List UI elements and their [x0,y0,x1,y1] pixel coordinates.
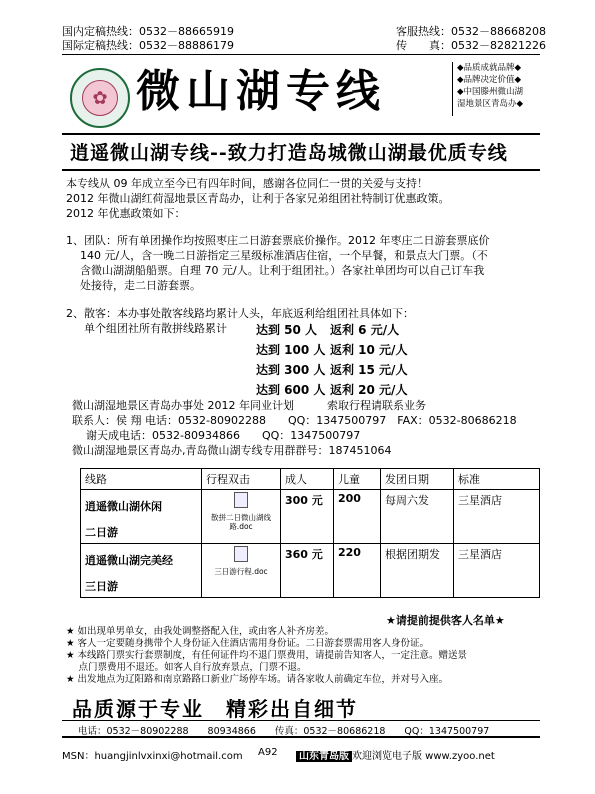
table-header-row: 线路 行程双击 成人 儿童 发团日期 标准 [81,469,540,490]
footer-contact: 电话：0532－80902288 80934866 传真：0532－80686218 QQ：1347500797 [78,726,490,737]
table-row: 逍遥微山湖完美经 三日游 三日游行程.doc 360 元 220 根据团期发 三星酒店 [81,544,540,598]
domestic-hotline: 国内定稿热线：0532－88665919 [62,25,234,38]
intro-text: 本专线从 09 年成立至今已有四年时间，感谢各位同仁一贯的关爱与支持！ 2012 年微山湖红荷湿地景区青岛办，让利于各家兄弟组团社特制订优惠政策。 2012 年优惠政策如下： [66,177,450,220]
contact-bar-divider [62,720,540,721]
route-table [80,468,540,598]
publisher-line: 山东青岛版 欢迎浏览电子版 www.zyoo.net [296,747,495,762]
page-number: A92 [258,747,278,758]
route-name: 逍遥微山湖完美经 三日游 [81,544,202,598]
brand-title: 微山湖专线 [136,66,386,117]
document-icon[interactable] [234,546,248,562]
fax-line: 传 真：0532－82821226 [396,39,546,52]
guest-list-reminder: ★请提前提供客人名单★ [386,614,505,627]
route-name: 逍遥微山湖休闲 二日游 [81,490,202,544]
international-hotline: 国际定稿热线：0532－88886179 [62,39,234,52]
header-divider [62,54,540,55]
document-icon[interactable] [234,492,248,508]
motto: 品质源于专业 精彩出自细节 [72,697,358,721]
brand-badges: ◆品质成就品牌◆ ◆品牌决定价值◆ ◆中国滕州微山湖 湿地景区青岛办◆ [452,62,545,116]
contact-info: 微山湖湿地景区青岛办事处 2012 年同业计划 索取行程请联系业务 联系人：侯 翔 电话：0532-80902288 QQ：1347500797 FAX：0532-80686218 谢天成电话：0532-80934866 QQ：1347500797 微山湖湿地景区青岛办,青岛微山湖专线专用群群号：187451064 [72,399,517,457]
policy-individual: 2、散客：本办事处散客线路均累计人头，年底返利给组团社具体如下： 单个组团社所有散拼线路累计 [66,307,414,335]
service-hotline: 客服热线：0532－88668208 [396,25,546,38]
itinerary-file[interactable]: 三日游行程.doc [202,544,281,598]
rebate-reach-100: 达到 100 人 [256,343,326,357]
itinerary-file[interactable]: 散拼二日微山湖线路.doc [202,490,281,544]
rebate-refund-100: 返利 10 元/人 [330,343,408,357]
rebate-reach-300: 达到 300 人 [256,363,326,377]
rebate-refund-50: 返利 6 元/人 [330,323,400,337]
msn-contact: MSN：huangjinlvxinxi@hotmail.com [62,751,243,762]
notes: ★ 如出现单男单女，由我处调整搭配入住，或由客人补齐房差。 ★ 客人一定要随身携带个人身份证入住酒店需用身份证。二日游套票需用客人身份证。 ★ 本线路门票实行套票制度，有任何证件均不退门票费用，请提前告知客人，一定注意。赠送景 点门票费用不退还。如客人自行放弃景点，门票不退。 ★ 出发地点为辽阳路和南京路路口新业广场停车场。请各家收人前确定车位，并对号入座。 [66,626,468,685]
rebate-reach-50: 达到 50 人 [256,323,318,337]
lotus-logo-icon: ✿ [70,68,130,128]
rebate-refund-300: 返利 15 元/人 [330,363,408,377]
publisher-badge: 山东青岛版 [296,751,352,762]
footer-divider [62,736,540,738]
slogan: 逍遥微山湖专线--致力打造岛城微山湖最优质专线 [70,142,508,164]
policy-team: 1、团队：所有单团操作均按照枣庄二日游套票底价操作。2012 年枣庄二日游套票底价 140 元/人，含一晚二日游指定三星级标准酒店住宿，一个早餐，和景点大门票。（不 含微山湖湖船船票。自理 70 元/人。让利于组团社。）各家社单团均可以自己订车我 处接待，走二日游套票。 [66,234,490,292]
rebate-refund-600: 返利 20 元/人 [330,383,408,397]
table-row: 逍遥微山湖休闲 二日游 散拼二日微山湖线路.doc 300 元 200 每周六发 三星酒店 [81,490,540,544]
rebate-reach-600: 达到 600 人 [256,383,326,397]
